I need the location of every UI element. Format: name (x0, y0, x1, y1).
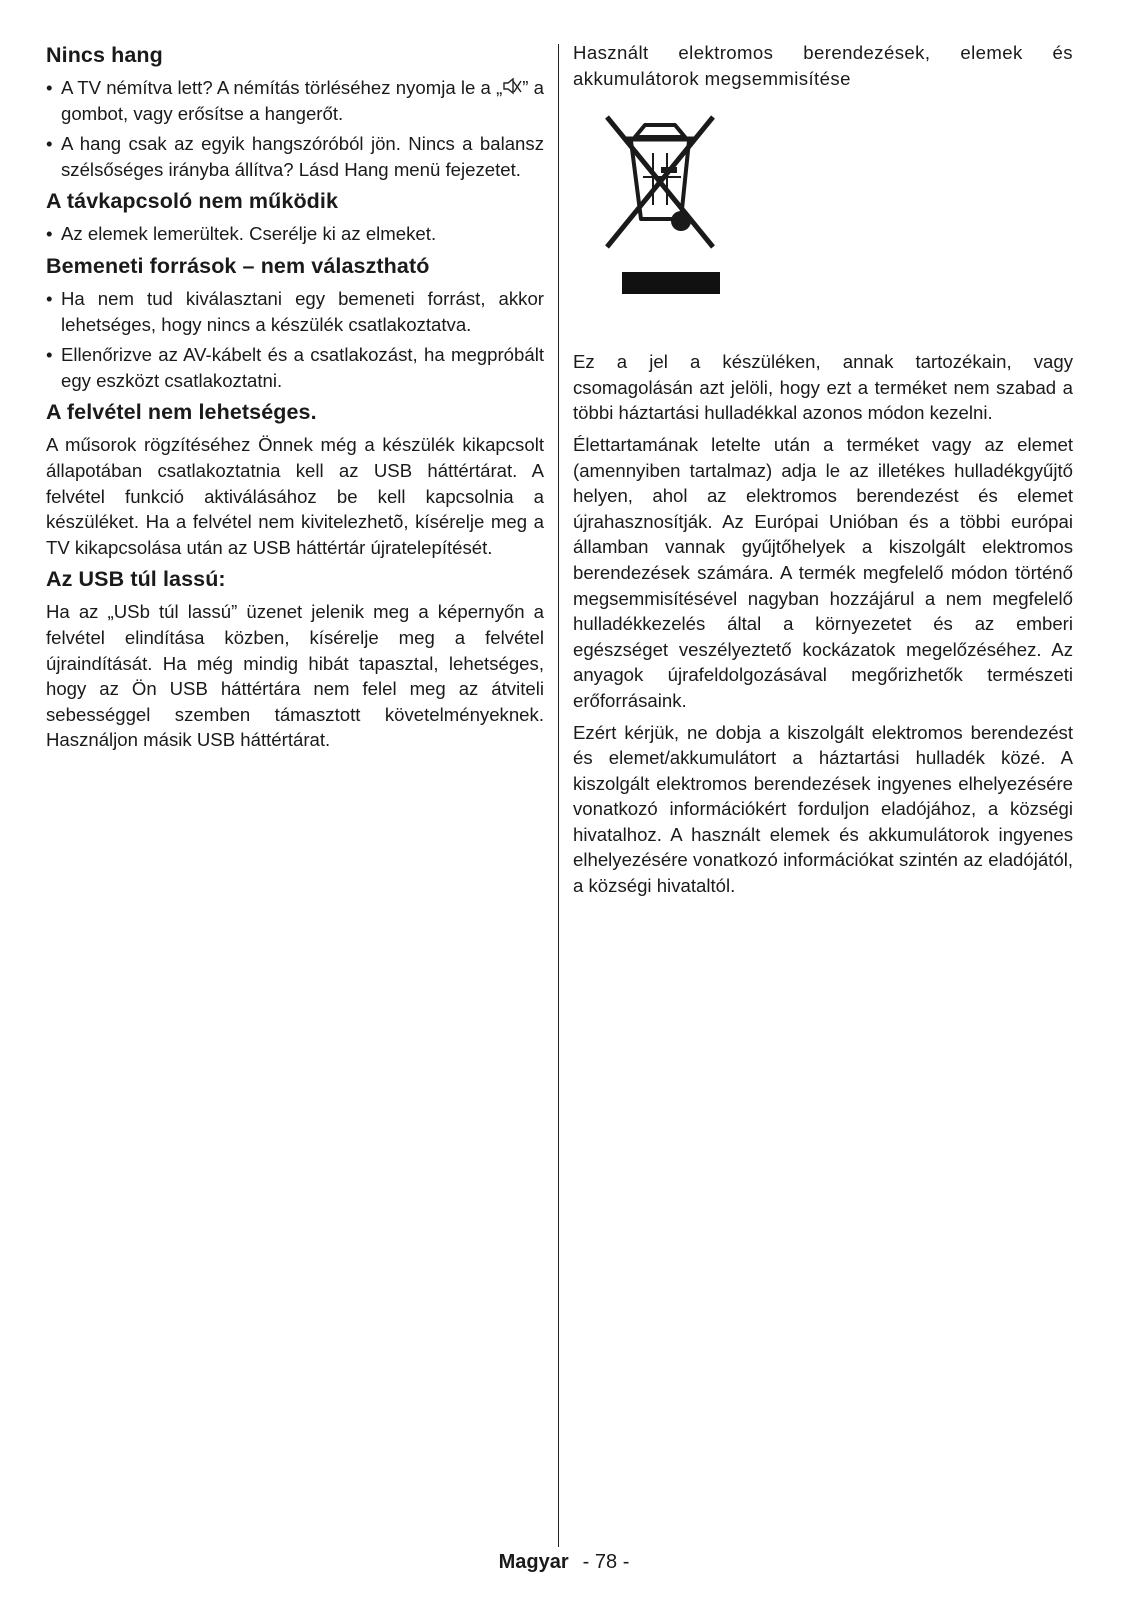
no-sound-bullet-2: A hang csak az egyik hangszóróból jön. Nincs a balansz szélsőséges irányba állítva? Lásd Hang menü fejezetet. (61, 133, 544, 180)
mute-speaker-icon (502, 77, 522, 95)
column-divider (558, 44, 559, 1547)
input-sources-list (46, 286, 544, 393)
list-item: • Ha nem tud kiválasztani egy bemeneti forrást, akkor lehetséges, hogy nincs a készülék csatlakoztatva. (46, 287, 544, 335)
right-column (573, 40, 1073, 905)
no-sound-bullet-1-post: ” a gombot, vagy erősítse a hangerőt. (61, 77, 544, 124)
section-title-recording: A felvétel nem lehetséges. (46, 400, 317, 425)
weee-symbol (595, 107, 725, 287)
no-sound-bullet-1-pre: A TV némítva lett? A némítás törléséhez nyomja le a „ (61, 77, 503, 98)
left-column (46, 40, 544, 759)
list-item: • Az elemek lemerültek. Cserélje ki az elmeket. (46, 223, 437, 245)
no-sound-list (46, 75, 544, 182)
page-number: - 78 - (582, 1551, 630, 1573)
footer-language: Magyar (498, 1551, 569, 1573)
weee-paragraph-2: Élettartamának letelte után a terméket vagy az elemet (amennyiben tartalmaz) adja le az illetékes hulladékgyűjtő helyen, ahol az elektromos berendezést és elemet újrahasznosítják. Az Európai Unióban és a többi európai államban vannak gyűjtőhelyek a kiszolgált elektromos berendezések számára. A termék megfelelő módon történő megsemmisítésével nagyban hozzájárul a nem megfelelő hulladékkezelés által a környezetet és az emberi egészséget veszélyeztető kockázatok megelőzéséhez. Az anyagok újrafeldolgozásával megőrizhetők természeti erőforrásaink. (573, 433, 1073, 711)
section-title-usb-slow: Az USB túl lassú: (46, 567, 226, 592)
remote-list (46, 221, 544, 247)
list-item: • A hang csak az egyik hangszóróból jön. Nincs a balansz szélsőséges irányba állítva? Lásd Hang menü fejezetet. (46, 133, 544, 180)
weee-paragraph-3: Ezért kérjük, ne dobja a kiszolgált elektromos berendezést és elemet/akkumulátort a háztartási hulladék közé. A kiszolgált elektromos berendezések ingyenes elhelyezésére vonatkozó információkért forduljon eladójához, a községi hivatalhoz. A használt elemek és akkumulátorok ingyenes elhelyezésére vonatkozó információkat szintén az eladójától, a községi hivataltól. (573, 721, 1073, 897)
page-footer (0, 1549, 1128, 1575)
crossed-out-wheelie-bin-icon (595, 107, 725, 257)
recording-paragraph: A műsorok rögzítéséhez Önnek még a készülék kikapcsolt állapotában csatlakoztatnia kell az USB háttértárat. A felvétel funkció aktiválásához be kell kapcsolnia a készüléket. Ha a felvétel nem kivitelezhetõ, kísérelje meg a TV kikapcsolása után az USB háttértár újratelepítését. (46, 434, 544, 558)
section-title-no-sound: Nincs hang (46, 43, 163, 67)
input-sources-bullet-1: Ha nem tud kiválasztani egy bemeneti forrást, akkor lehetséges, hogy nincs a készülék csatlakoztatva. (61, 287, 544, 335)
list-item: • Ellenőrizve az AV-kábelt és a csatlakozást, ha megpróbált egy eszközt csatlakoztatni. (46, 344, 544, 391)
section-title-input-sources: Bemeneti források – nem választható (46, 253, 430, 278)
section-title-remote: A távkapcsoló nem működik (46, 189, 339, 214)
usb-slow-paragraph: Ha az „USb túl lassú” üzenet jelenik meg a képernyőn a felvétel elindítása közben, kísérelje meg a felvétel újraindítását. Ha még mindig hibát tapasztal, lehetséges, hogy az Ön USB háttértára nem felel meg az átviteli sebességgel szemben támasztott követelményeknek. Használjon másik USB háttértárat. (46, 601, 544, 751)
remote-bullet-1: Az elemek lemerültek. Cserélje ki az elmeket. (61, 223, 437, 245)
weee-paragraph-1: Ez a jel a készüléken, annak tartozékain, vagy csomagolásán azt jelöli, hogy ezt a terméket nem szabad a többi háztartási hulladékkal azonos módon kezelni. (573, 351, 1073, 424)
input-sources-bullet-2: Ellenőrizve az AV-kábelt és a csatlakozást, ha megpróbált egy eszközt csatlakoztatni. (61, 344, 544, 391)
list-item: • A TV némítva lett? A némítás törléséhez nyomja le a „ ” a gombot, vagy erősítse a hangerőt. (46, 77, 544, 124)
weee-heading: Használt elektromos berendezések, elemek és akkumulátorok megsemmisítése (573, 42, 1073, 89)
